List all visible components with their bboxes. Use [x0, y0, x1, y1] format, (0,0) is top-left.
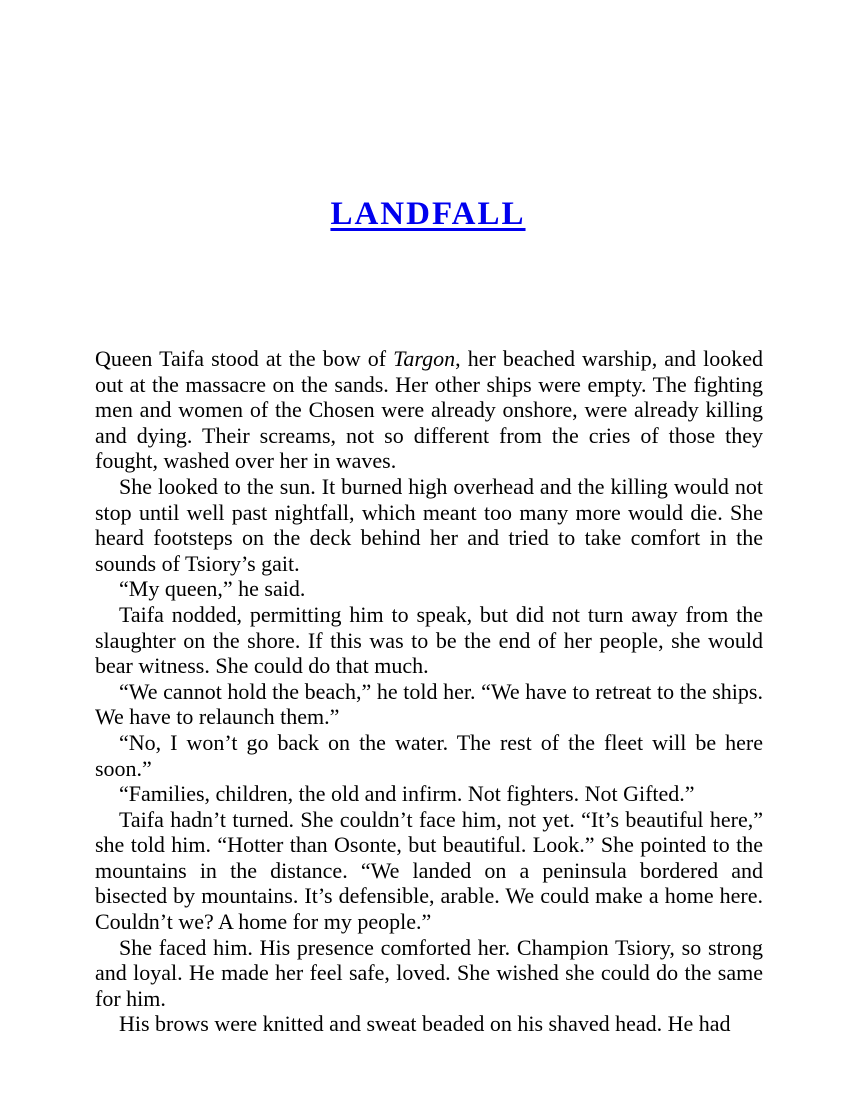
paragraph-text: “Families, children, the old and infirm. Not fighters. Not Gifted.”: [119, 781, 695, 807]
paragraph-text: “No, I won’t go back on the water. The rest of the fleet will be here soon.”: [95, 729, 763, 781]
paragraph-text: “We cannot hold the beach,” he told her. “We have to retreat to the ships. We have to relaunch them.”: [95, 678, 763, 730]
body-paragraph: [95, 730, 763, 781]
chapter-title-link[interactable]: LANDFALL: [330, 196, 526, 232]
paragraph-text: His brows were knitted and sweat beaded on his shaved head. He had: [119, 1011, 731, 1037]
paragraph-text: Taifa nodded, permitting him to speak, but did not turn away from the slaughter on the shore. If this was to be the end of her people, she would bear witness. She could do that much.: [95, 601, 763, 679]
body-paragraph: [95, 781, 763, 807]
body-paragraph: [95, 602, 763, 679]
body-paragraph: [95, 679, 763, 730]
body-paragraph: [95, 576, 763, 602]
ship-name-italic: Targon: [393, 346, 456, 371]
paragraph-text: Queen Taifa stood at the bow of: [95, 346, 394, 371]
body-paragraph: [95, 1011, 763, 1037]
chapter-heading: [0, 0, 856, 234]
body-paragraph: [95, 474, 763, 576]
body-paragraph: [95, 935, 763, 1012]
body-paragraph: [95, 346, 763, 474]
paragraph-text: She faced him. His presence comforted her. Champion Tsiory, so strong and loyal. He made her feel safe, loved. She wished she could do the same for him.: [95, 934, 763, 1011]
paragraph-text: Taifa hadn’t turned. She couldn’t face him, not yet. “It’s beautiful here,” she told him. “Hotter than Osonte, but beautiful. Look.” She pointed to the mountains in the distance. “We landed on a peninsula bordered and bisected by mountains. It’s defensible, arable. We could make a home here. Couldn’t we? A home for my people.”: [95, 806, 763, 935]
paragraph-text: She looked to the sun. It burned high overhead and the killing would not stop until well past nightfall, which meant too many more would die. She heard footsteps on the deck behind her and tried to take comfort in the sounds of Tsiory’s gait.: [95, 473, 763, 576]
chapter-body: [95, 346, 763, 1037]
paragraph-text: , her beached warship, and looked out at the massacre on the sands. Her other ships were empty. The fighting men and women of the Chosen were already onshore, were already killing and dying. Their screams, not so different from the cries of those they fought, washed over her in waves.: [95, 346, 764, 474]
paragraph-text: “My queen,” he said.: [119, 576, 306, 602]
body-paragraph: [95, 807, 763, 935]
